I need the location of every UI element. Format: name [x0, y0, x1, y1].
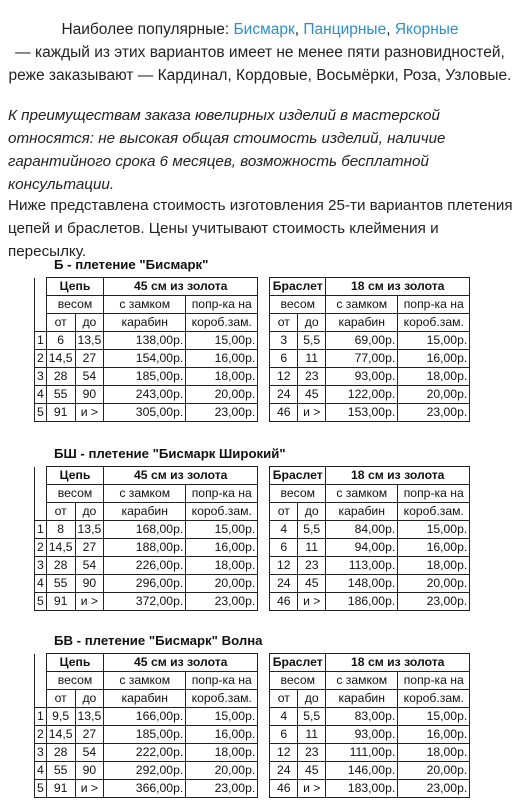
table-row: [35, 386, 470, 404]
price-table: [34, 653, 470, 798]
bracelet-weight-from: 46: [270, 593, 298, 611]
chain-weight-from: 8: [46, 521, 75, 539]
bracelet-weight-from: 46: [270, 404, 298, 422]
chain-extra: 15,00р.: [186, 708, 258, 726]
section-title: Б - плетение "Бисмарк": [54, 257, 209, 272]
table-row: [35, 368, 470, 386]
intro-line-3: реже заказывают — Кардинал, Кордовые, Восьмёрки, Роза, Узловые.: [8, 67, 512, 84]
chain-weight-to: 27: [75, 350, 104, 368]
price-section: [34, 255, 520, 422]
weight-header: весом: [46, 672, 103, 690]
bracelet-extra: 15,00р.: [398, 332, 470, 350]
bracelet-weight-from: 24: [270, 762, 298, 780]
bracelet-weight-from: 4: [270, 708, 298, 726]
bracelet-weight-from: 12: [270, 368, 298, 386]
lock-header: карабин: [104, 690, 186, 708]
chain-price: 138,00р.: [104, 332, 186, 350]
bracelet-gold-header: 18 см из золота: [326, 654, 470, 672]
chain-weight-to: и >: [75, 593, 104, 611]
table-row: [35, 350, 470, 368]
table-row: [35, 780, 470, 798]
chain-weight-from: 55: [46, 575, 75, 593]
row-number: 3: [35, 368, 47, 386]
bracelet-gold-header: 18 см из золота: [326, 278, 470, 296]
chain-extra: 16,00р.: [186, 539, 258, 557]
intro-line-1: Наиболее популярные: Бисмарк, Панцирные, Якорные: [61, 21, 459, 38]
lock-header: карабин: [104, 314, 186, 332]
chain-extra: 16,00р.: [186, 726, 258, 744]
bracelet-header: Браслет: [270, 654, 326, 672]
chain-price: 222,00р.: [104, 744, 186, 762]
packing-header: попр-ка на: [186, 296, 258, 314]
row-number: 1: [35, 708, 47, 726]
bracelet-weight-to: 45: [298, 575, 326, 593]
spacer-cell: [258, 386, 270, 404]
spacer-cell: [258, 593, 270, 611]
bracelet-extra: 20,00р.: [398, 762, 470, 780]
chain-gold-header: 45 см из золота: [104, 278, 258, 296]
spacer-cell: [258, 332, 270, 350]
lock-header: с замком: [326, 672, 398, 690]
intro-lead: Наиболее популярные:: [61, 21, 230, 38]
chain-price: 166,00р.: [104, 708, 186, 726]
bracelet-price: 186,00р.: [326, 593, 398, 611]
chain-price: 185,00р.: [104, 368, 186, 386]
row-number: 4: [35, 575, 47, 593]
packing-header: короб.зам.: [186, 690, 258, 708]
lock-header: с замком: [104, 485, 186, 503]
bracelet-weight-from: 4: [270, 521, 298, 539]
chain-extra: 18,00р.: [186, 744, 258, 762]
row-number: 4: [35, 762, 47, 780]
bracelet-price: 83,00р.: [326, 708, 398, 726]
chain-weight-from: 28: [46, 368, 75, 386]
chain-price: 305,00р.: [104, 404, 186, 422]
bracelet-weight-to: и >: [298, 404, 326, 422]
chain-extra: 23,00р.: [186, 780, 258, 798]
chain-gold-header: 45 см из золота: [104, 654, 258, 672]
chain-weight-to: 90: [75, 575, 104, 593]
spacer-cell: [258, 539, 270, 557]
spacer-cell: [258, 350, 270, 368]
table-row: [35, 726, 470, 744]
chain-price: 366,00р.: [104, 780, 186, 798]
chain-weight-from: 14,5: [46, 726, 75, 744]
bracelet-weight-from: 6: [270, 726, 298, 744]
chain-extra: 20,00р.: [186, 762, 258, 780]
chain-weight-from: 14,5: [46, 350, 75, 368]
table-row: [35, 744, 470, 762]
row-number: 5: [35, 404, 47, 422]
bracelet-price: 93,00р.: [326, 726, 398, 744]
chain-price: 292,00р.: [104, 762, 186, 780]
chain-weight-from: 28: [46, 557, 75, 575]
chain-weight-to: 27: [75, 539, 104, 557]
bracelet-price: 122,00р.: [326, 386, 398, 404]
bracelet-weight-from: 12: [270, 557, 298, 575]
bracelet-weight-to: 5,5: [298, 708, 326, 726]
chain-weight-from: 55: [46, 386, 75, 404]
spacer-cell: [258, 726, 270, 744]
intro-block: [0, 18, 520, 87]
spacer-cell: [258, 521, 270, 539]
packing-header: попр-ка на: [186, 485, 258, 503]
bracelet-extra: 23,00р.: [398, 780, 470, 798]
row-number: 3: [35, 744, 47, 762]
chain-weight-to: 54: [75, 744, 104, 762]
bracelet-extra: 16,00р.: [398, 726, 470, 744]
chain-weight-from: 14,5: [46, 539, 75, 557]
header-row: [35, 296, 470, 314]
bracelet-price: 111,00р.: [326, 744, 398, 762]
header-row: [35, 467, 470, 485]
bracelet-price: 77,00р.: [326, 350, 398, 368]
bracelet-price: 153,00р.: [326, 404, 398, 422]
table-row: [35, 593, 470, 611]
bracelet-weight-from: 6: [270, 539, 298, 557]
chain-price: 188,00р.: [104, 539, 186, 557]
table-row: [35, 557, 470, 575]
chain-weight-from: 6: [46, 332, 75, 350]
chain-weight-to: 54: [75, 368, 104, 386]
chain-weight-from: 55: [46, 762, 75, 780]
spacer-cell: [258, 278, 270, 332]
bracelet-weight-from: 46: [270, 780, 298, 798]
spacer-cell: [258, 708, 270, 726]
header-row: [35, 503, 470, 521]
spacer-cell: [258, 762, 270, 780]
chain-weight-to: 13,5: [75, 708, 104, 726]
price-section: [34, 631, 520, 798]
section-title: БВ - плетение "Бисмарк" Волна: [54, 633, 263, 648]
to-header: до: [75, 690, 104, 708]
spacer-cell: [258, 780, 270, 798]
chain-price: 185,00р.: [104, 726, 186, 744]
chain-extra: 16,00р.: [186, 350, 258, 368]
chain-weight-to: и >: [75, 404, 104, 422]
row-number: 2: [35, 539, 47, 557]
from-header: от: [270, 314, 298, 332]
lock-header: с замком: [104, 296, 186, 314]
lock-header: с замком: [326, 296, 398, 314]
bracelet-weight-to: и >: [298, 780, 326, 798]
from-header: от: [270, 503, 298, 521]
bracelet-weight-to: 11: [298, 350, 326, 368]
chain-weight-to: 90: [75, 386, 104, 404]
bracelet-weight-from: 3: [270, 332, 298, 350]
bracelet-extra: 23,00р.: [398, 593, 470, 611]
chain-weight-from: 91: [46, 780, 75, 798]
packing-header: короб.зам.: [398, 690, 470, 708]
from-header: от: [46, 690, 75, 708]
chain-extra: 18,00р.: [186, 368, 258, 386]
chain-header: Цепь: [46, 278, 103, 296]
bracelet-weight-to: 11: [298, 539, 326, 557]
chain-weight-from: 91: [46, 404, 75, 422]
bracelet-price: 69,00р.: [326, 332, 398, 350]
bracelet-weight-to: 23: [298, 557, 326, 575]
bracelet-price: 84,00р.: [326, 521, 398, 539]
table-row: [35, 762, 470, 780]
spacer-cell: [258, 404, 270, 422]
header-row: [35, 485, 470, 503]
chain-price: 168,00р.: [104, 521, 186, 539]
chain-header: Цепь: [46, 654, 103, 672]
spacer-cell: [35, 278, 47, 332]
chain-weight-to: 13,5: [75, 521, 104, 539]
chain-weight-to: 90: [75, 762, 104, 780]
chain-price: 296,00р.: [104, 575, 186, 593]
bracelet-weight-to: 23: [298, 744, 326, 762]
chain-extra: 23,00р.: [186, 404, 258, 422]
to-header: до: [298, 314, 326, 332]
from-header: от: [46, 314, 75, 332]
chain-weight-to: и >: [75, 780, 104, 798]
chain-price: 154,00р.: [104, 350, 186, 368]
chain-price: 226,00р.: [104, 557, 186, 575]
chain-weight-to: 54: [75, 557, 104, 575]
row-number: 2: [35, 726, 47, 744]
to-header: до: [75, 503, 104, 521]
header-row: [35, 314, 470, 332]
bracelet-weight-from: 12: [270, 744, 298, 762]
row-number: 3: [35, 557, 47, 575]
bracelet-header: Браслет: [270, 278, 326, 296]
chain-weight-to: 13,5: [75, 332, 104, 350]
table-row: [35, 332, 470, 350]
chain-weight-from: 28: [46, 744, 75, 762]
table-row: [35, 521, 470, 539]
bracelet-price: 113,00р.: [326, 557, 398, 575]
intro-line-2: — каждый из этих вариантов имеет не менее пяти разновидностей,: [15, 44, 505, 61]
spacer-cell: [258, 744, 270, 762]
lock-header: с замком: [104, 672, 186, 690]
row-number: 4: [35, 386, 47, 404]
bracelet-extra: 18,00р.: [398, 557, 470, 575]
row-number: 5: [35, 593, 47, 611]
bracelet-weight-from: 6: [270, 350, 298, 368]
row-number: 1: [35, 332, 47, 350]
chain-gold-header: 45 см из золота: [104, 467, 258, 485]
header-row: [35, 690, 470, 708]
bracelet-extra: 20,00р.: [398, 386, 470, 404]
spacer-cell: [258, 368, 270, 386]
bracelet-weight-from: 24: [270, 575, 298, 593]
bracelet-extra: 18,00р.: [398, 368, 470, 386]
packing-header: короб.зам.: [398, 503, 470, 521]
bracelet-header: Браслет: [270, 467, 326, 485]
spacer-cell: [35, 654, 47, 708]
table-row: [35, 404, 470, 422]
bracelet-extra: 16,00р.: [398, 350, 470, 368]
chain-extra: 18,00р.: [186, 557, 258, 575]
chain-extra: 23,00р.: [186, 593, 258, 611]
to-header: до: [298, 690, 326, 708]
table-row: [35, 575, 470, 593]
chain-price: 372,00р.: [104, 593, 186, 611]
to-header: до: [298, 503, 326, 521]
packing-header: попр-ка на: [186, 672, 258, 690]
chain-weight-to: 27: [75, 726, 104, 744]
chain-extra: 20,00р.: [186, 575, 258, 593]
from-header: от: [270, 690, 298, 708]
link-yakornye[interactable]: Якорные: [394, 21, 459, 38]
bracelet-extra: 18,00р.: [398, 744, 470, 762]
bracelet-weight-to: 45: [298, 762, 326, 780]
bracelet-extra: 15,00р.: [398, 708, 470, 726]
table-row: [35, 539, 470, 557]
packing-header: попр-ка на: [398, 296, 470, 314]
weight-header: весом: [46, 296, 103, 314]
advantages-paragraph: К преимуществам заказа ювелирных изделий в мастерской относятся: не высокая общая стоимость изделий, наличие гарантийного срока 6 месяцев, возможность бесплатной консультации.: [8, 107, 446, 193]
spacer-cell: [258, 654, 270, 708]
lock-header: карабин: [326, 314, 398, 332]
weight-header: весом: [270, 296, 326, 314]
bracelet-price: 146,00р.: [326, 762, 398, 780]
bracelet-extra: 23,00р.: [398, 404, 470, 422]
chain-extra: 15,00р.: [186, 521, 258, 539]
bracelet-price: 94,00р.: [326, 539, 398, 557]
row-number: 2: [35, 350, 47, 368]
from-header: от: [46, 503, 75, 521]
spacer-cell: [258, 575, 270, 593]
chain-extra: 15,00р.: [186, 332, 258, 350]
weight-header: весом: [270, 485, 326, 503]
table-row: [35, 708, 470, 726]
header-row: [35, 672, 470, 690]
row-number: 5: [35, 780, 47, 798]
bracelet-weight-to: 23: [298, 368, 326, 386]
bracelet-extra: 20,00р.: [398, 575, 470, 593]
pricing-paragraph: Ниже представлена стоимость изготовления 25-ти вариантов плетения цепей и браслетов. Цены учитывают стоимость клеймения и пересылку.: [8, 197, 513, 260]
bracelet-weight-to: 5,5: [298, 521, 326, 539]
header-row: [35, 654, 470, 672]
bracelet-weight-to: 11: [298, 726, 326, 744]
packing-header: попр-ка на: [398, 485, 470, 503]
lock-header: карабин: [104, 503, 186, 521]
bracelet-extra: 15,00р.: [398, 521, 470, 539]
bracelet-weight-from: 24: [270, 386, 298, 404]
bracelet-weight-to: и >: [298, 593, 326, 611]
chain-weight-from: 91: [46, 593, 75, 611]
packing-header: попр-ка на: [398, 672, 470, 690]
bracelet-extra: 16,00р.: [398, 539, 470, 557]
chain-weight-from: 9,5: [46, 708, 75, 726]
weight-header: весом: [46, 485, 103, 503]
to-header: до: [75, 314, 104, 332]
bracelet-gold-header: 18 см из золота: [326, 467, 470, 485]
bracelet-price: 183,00р.: [326, 780, 398, 798]
lock-header: карабин: [326, 690, 398, 708]
spacer-cell: [35, 467, 47, 521]
chain-header: Цепь: [46, 467, 103, 485]
bracelet-weight-to: 5,5: [298, 332, 326, 350]
bracelet-price: 93,00р.: [326, 368, 398, 386]
price-table: [34, 466, 470, 611]
chain-extra: 20,00р.: [186, 386, 258, 404]
price-section: [34, 444, 520, 611]
link-pantsirnye[interactable]: Панцирные: [303, 21, 387, 38]
row-number: 1: [35, 521, 47, 539]
lock-header: с замком: [326, 485, 398, 503]
spacer-cell: [258, 467, 270, 521]
packing-header: короб.зам.: [186, 503, 258, 521]
bracelet-price: 148,00р.: [326, 575, 398, 593]
bracelet-weight-to: 45: [298, 386, 326, 404]
price-table: [34, 277, 470, 422]
packing-header: короб.зам.: [398, 314, 470, 332]
header-row: [35, 278, 470, 296]
section-title: БШ - плетение "Бисмарк Широкий": [54, 446, 286, 461]
spacer-cell: [258, 557, 270, 575]
weight-header: весом: [270, 672, 326, 690]
chain-price: 243,00р.: [104, 386, 186, 404]
packing-header: короб.зам.: [186, 314, 258, 332]
link-bismark[interactable]: Бисмарк: [233, 21, 295, 38]
lock-header: карабин: [326, 503, 398, 521]
